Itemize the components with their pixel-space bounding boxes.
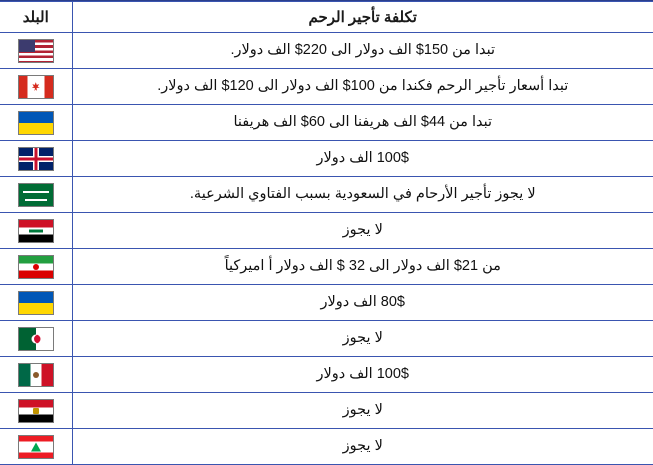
column-header-country: البلد xyxy=(0,2,72,33)
cost-cell: لا يجوز xyxy=(72,321,653,357)
surrogacy-cost-table xyxy=(0,1,653,465)
cost-cell: تبدا أسعار تأجير الرحم فكندا من 100$ الف دولار الى 120$ الف دولار. xyxy=(72,69,653,105)
cost-cell: تبدا من 150$ الف دولار الى 220$ الف دولار. xyxy=(72,33,653,69)
table-row xyxy=(0,249,653,285)
country-flag-cell xyxy=(0,213,72,249)
table-body xyxy=(0,33,653,465)
table-row xyxy=(0,213,653,249)
table-row xyxy=(0,105,653,141)
cost-cell: تبدا من 44$ الف هريفنا الى 60$ الف هريفنا xyxy=(72,105,653,141)
flag-mexico-icon xyxy=(18,363,54,387)
table-row xyxy=(0,285,653,321)
flag-ukraine-icon xyxy=(18,291,54,315)
column-header-cost: تكلفة تأجير الرحم xyxy=(72,2,653,33)
table-row xyxy=(0,33,653,69)
flag-saudi-arabia-icon xyxy=(18,183,54,207)
country-flag-cell xyxy=(0,429,72,465)
table-row xyxy=(0,141,653,177)
country-flag-cell xyxy=(0,393,72,429)
country-flag-cell xyxy=(0,249,72,285)
flag-iraq-icon xyxy=(18,219,54,243)
flag-united-states-icon xyxy=(18,39,54,63)
flag-iran-icon xyxy=(18,255,54,279)
table-row xyxy=(0,357,653,393)
country-flag-cell xyxy=(0,69,72,105)
cost-cell: 80$ الف دولار xyxy=(72,285,653,321)
cost-cell: لا يجوز xyxy=(72,213,653,249)
cost-cell: من 21$ الف دولار الى 32 $ الف دولار أ اميركياً xyxy=(72,249,653,285)
country-flag-cell xyxy=(0,141,72,177)
cost-cell: لا يجوز تأجير الأرحام في السعودية بسبب الفتاوي الشرعية. xyxy=(72,177,653,213)
flag-ukraine-icon xyxy=(18,111,54,135)
country-flag-cell xyxy=(0,105,72,141)
cost-cell: 100$ الف دولار xyxy=(72,357,653,393)
table-row xyxy=(0,393,653,429)
flag-lebanon-icon xyxy=(18,435,54,459)
table-header-row xyxy=(0,2,653,33)
table-row xyxy=(0,321,653,357)
flag-algeria-icon xyxy=(18,327,54,351)
country-flag-cell xyxy=(0,177,72,213)
flag-egypt-icon xyxy=(18,399,54,423)
flag-canada-icon xyxy=(18,75,54,99)
flag-united-kingdom-icon xyxy=(18,147,54,171)
country-flag-cell xyxy=(0,321,72,357)
table-row xyxy=(0,429,653,465)
table-row xyxy=(0,69,653,105)
country-flag-cell xyxy=(0,33,72,69)
country-flag-cell xyxy=(0,285,72,321)
table-row xyxy=(0,177,653,213)
cost-cell: لا يجوز xyxy=(72,429,653,465)
cost-cell: 100$ الف دولار xyxy=(72,141,653,177)
cost-cell: لا يجوز xyxy=(72,393,653,429)
country-flag-cell xyxy=(0,357,72,393)
